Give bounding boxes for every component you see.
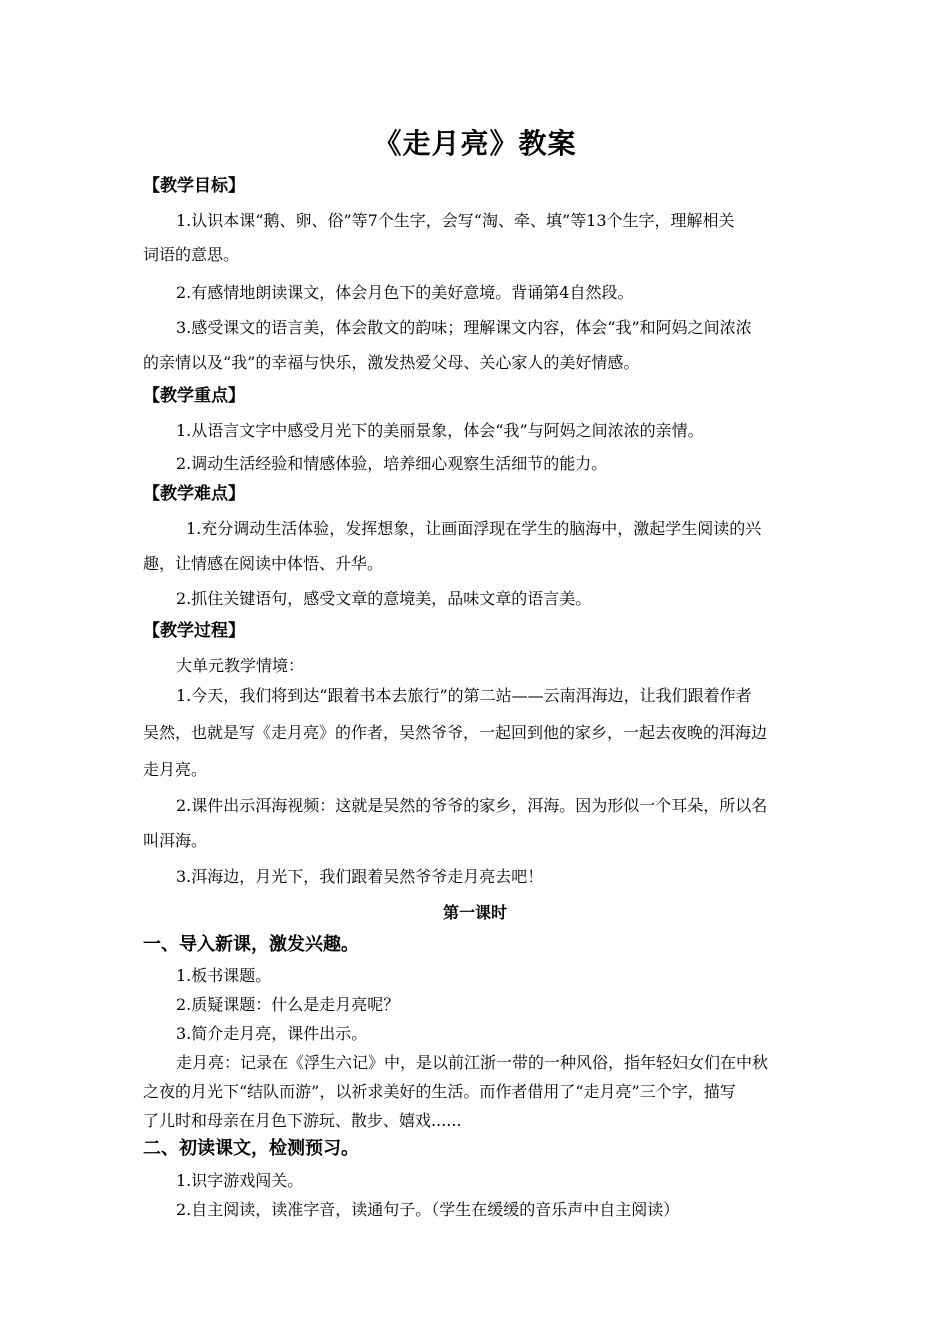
paragraph-line: 2.课件出示洱海视频：这就是吴然的爷爷的家乡，洱海。因为形似一个耳朵，所以名	[176, 796, 768, 815]
section-heading-introduction: 一、导入新课，激发兴趣。	[143, 934, 359, 955]
paragraph-line: 走月亮：记录在《浮生六记》中，是以前江浙一带的一种风俗，指年轻妇女们在中秋	[176, 1053, 769, 1072]
section-heading-key-points: 【教学重点】	[143, 386, 245, 406]
paragraph-line: 1.从语言文字中感受月光下的美丽景象，体会“我”与阿妈之间浓浓的亲情。	[176, 421, 704, 440]
document-title: 《走月亮》教案	[373, 127, 577, 160]
paragraph-line: 词语的意思。	[143, 245, 240, 264]
paragraph-line: 趣，让情感在阅读中体悟、升华。	[143, 554, 384, 573]
section-heading-first-reading: 二、初读课文，检测预习。	[143, 1138, 359, 1159]
paragraph-line: 的亲情以及“我”的幸福与快乐，激发热爱父母、关心家人的美好情感。	[143, 353, 640, 372]
paragraph-line: 2.质疑课题：什么是走月亮呢？	[176, 995, 400, 1014]
section-heading-difficulties: 【教学难点】	[143, 484, 245, 504]
paragraph-line: 走月亮。	[143, 760, 208, 779]
paragraph-line: 2.自主阅读，读准字音，读通句子。（学生在缓缓的音乐声中自主阅读）	[176, 1200, 680, 1219]
paragraph-line: 叫洱海。	[143, 831, 208, 850]
paragraph-line: 3.简介走月亮，课件出示。	[176, 1024, 368, 1043]
paragraph-line: 了儿时和母亲在月色下游玩、散步、嬉戏......	[143, 1111, 462, 1130]
section-heading-objectives: 【教学目标】	[143, 176, 245, 196]
paragraph-line: 2.有感情地朗读课文，体会月色下的美好意境。背诵第4自然段。	[176, 283, 634, 302]
paragraph-line: 之夜的月光下“结队而游”，以祈求美好的生活。而作者借用了“走月亮”三个字，描写	[143, 1082, 736, 1101]
paragraph-line: 1.认识本课“鹅、卵、俗”等7个生字，会写“淘、牵、填”等13个生字，理解相关	[176, 211, 735, 230]
paragraph-line: 吴然，也就是写《走月亮》的作者，吴然爷爷，一起回到他的家乡，一起去夜晚的洱海边	[143, 723, 768, 742]
paragraph-line: 大单元教学情境：	[176, 656, 305, 675]
paragraph-line: 3.感受课文的语言美，体会散文的韵味；理解课文内容，体会“我”和阿妈之间浓浓	[176, 318, 752, 337]
paragraph-line: 2.调动生活经验和情感体验，培养细心观察生活细节的能力。	[176, 454, 608, 473]
lesson-period-heading: 第一课时	[442, 903, 507, 922]
paragraph-line: 1.识字游戏闯关。	[176, 1171, 304, 1190]
paragraph-line: 1.充分调动生活体验，发挥想象，让画面浮现在学生的脑海中，激起学生阅读的兴	[186, 519, 762, 538]
paragraph-line: 2.抓住关键语句，感受文章的意境美，品味文章的语言美。	[176, 589, 592, 608]
paragraph-line: 1.板书课题。	[176, 966, 272, 985]
paragraph-line: 1.今天，我们将到达“跟着书本去旅行”的第二站——云南洱海边，让我们跟着作者	[176, 686, 752, 705]
paragraph-line: 3.洱海边，月光下，我们跟着吴然爷爷走月亮去吧！	[176, 867, 544, 886]
section-heading-process: 【教学过程】	[143, 621, 245, 641]
